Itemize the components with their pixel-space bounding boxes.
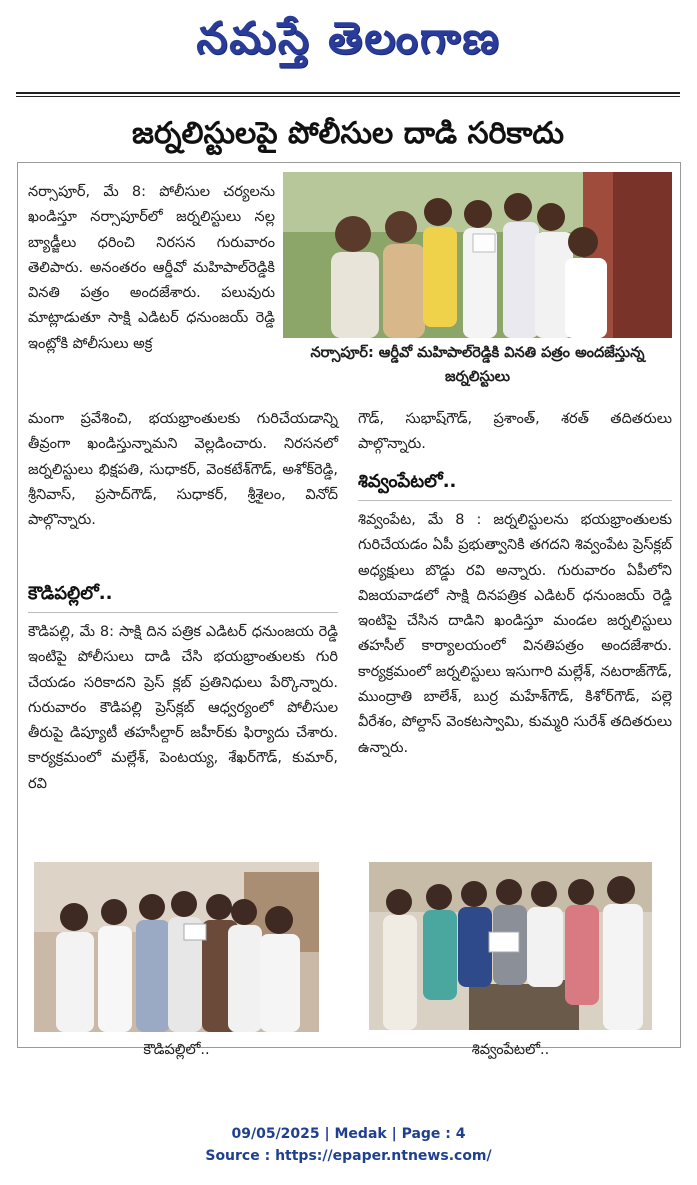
top-photo-caption: నర్సాపూర్: ఆర్డీవో మహిపాల్‌రెడ్డికి వినతి పత్రం అందజేస్తున్న జర్నలిస్టులు	[310, 345, 645, 385]
kowdipally-photo-image	[34, 862, 319, 1032]
section-kowdipally-divider	[28, 612, 338, 613]
footer-source-link[interactable]: Source : https://epaper.ntnews.com/	[205, 1148, 492, 1164]
lead-paragraph: నర్సాపూర్, మే 8: పోలీసుల చర్యలను ఖండిస్తూ నర్సాపూర్‌లో జర్నలిస్టులు నల్ల బ్యాడ్జీలు ధరించి నిరసన గురువారం తెలిపారు. అనంతరం ఆర్డీవో మహిపాల్‌రెడ్డికి వినతి పత్రం అందజేశారు. పలువురు మాట్లాడుతూ సాక్షి ఎడిటర్ ధనుంజయ్ రెడ్డి ఇంట్లోకి పోలీసులు అక్ర	[28, 184, 275, 352]
masthead-rule-top	[16, 92, 680, 94]
kowdipally-photo-caption: కౌడిపల్లిలో..	[143, 1042, 210, 1058]
lead-paragraph-right: గౌడ్, సుభాష్‌గౌడ్, ప్రశాంత్, శరత్ తదితరులు పాల్గొన్నారు.	[358, 411, 672, 453]
shivampet-photo	[369, 862, 652, 1030]
footer-date-edition: 09/05/2025 | Medak | Page : 4	[231, 1126, 466, 1142]
masthead	[0, 0, 697, 86]
masthead-rule-bottom	[16, 96, 680, 97]
section-shivampet-body: శివ్వంపేట, మే 8 : జర్నలిస్టులను భయభ్రాంతులకు గురిచేయడం ఏపీ ప్రభుత్వానికి తగదని శివ్వంపేట ప్రెస్‌క్లబ్ అధ్యక్షులు బొడ్డు రవి అన్నారు. గురువారం ఏపీలోని విజయవాడలో సాక్షి దినపత్రిక ఎడిటర్ ధనుంజయ్ రెడ్డి ఇంటిపై చేసిన దాడిని ఖండిస్తూ మండల జర్నలిస్టులు తహసీల్ కార్యాలయంలో వినతిపత్రం అందజేశారు. కార్యక్రమంలో జర్నలిస్టులు ఇసుగారి మల్లేశ్, నటరాజ్‌గౌడ్, ముంద్రాతి బాలేశ్, బుర్ర మహేశ్‌గౌడ్, కిశోర్‌గౌడ్, పల్లె వీరేశం, పోల్దాస్ వెంకటస్వామి, కుమ్మరి సురేశ్ తదితరులు ఉన్నారు.	[358, 512, 672, 756]
article-headline: జర్నలిస్టులపై పోలీసుల దాడి సరికాదు	[132, 116, 564, 151]
lead-paragraph-continued: మంగా ప్రవేశించి, భయభ్రాంతులకు గురిచేయడాన్ని తీవ్రంగా ఖండిస్తున్నామని వెల్లడించారు. నిరసనలో జర్నలిస్టులు భిక్షపతి, సుధాకర్, వెంకటేశ్‌గౌడ్, అశోక్‌రెడ్డి, శ్రీనివాస్, ప్రసాద్‌గౌడ్, సుధాకర్, శ్రీశైలం, వినోద్ పాల్గొన్నారు.	[28, 411, 338, 529]
section-kowdipally-title: కౌడిపల్లిలో..	[28, 583, 113, 604]
top-photo	[283, 172, 672, 338]
shivampet-photo-caption: శివ్వంపేటలో..	[471, 1042, 550, 1058]
section-shivampet-title: శివ్వంపేటలో..	[358, 471, 457, 492]
section-kowdipally-body: కౌడిపల్లి, మే 8: సాక్షి దిన పత్రిక ఎడిటర్ ధనుంజయ రెడ్డి ఇంటిపై పోలీసులు దాడి చేసి భయభ్రాంతులకు గురి చేయడం సరికాదని ప్రెస్ క్లబ్ ప్రతినిధులు పేర్కొన్నారు. గురువారం కౌడిపల్లి ప్రెస్‌క్లబ్ ఆధ్వర్యంలో పోలీసుల తీరుపై డిప్యూటీ తహసీల్దార్ జహీర్‌కు ఫిర్యాదు చేశారు. కార్యక్రమంలో మల్లేశ్, పెంటయ్య, శేఖర్‌గౌడ్, కుమార్, రవి	[28, 624, 338, 792]
newspaper-logo: నమస్తే తెలంగాణ	[196, 13, 501, 64]
section-shivampet-divider	[358, 500, 672, 501]
top-photo-image	[283, 172, 672, 338]
kowdipally-photo	[34, 862, 319, 1032]
shivampet-photo-image	[369, 862, 652, 1030]
